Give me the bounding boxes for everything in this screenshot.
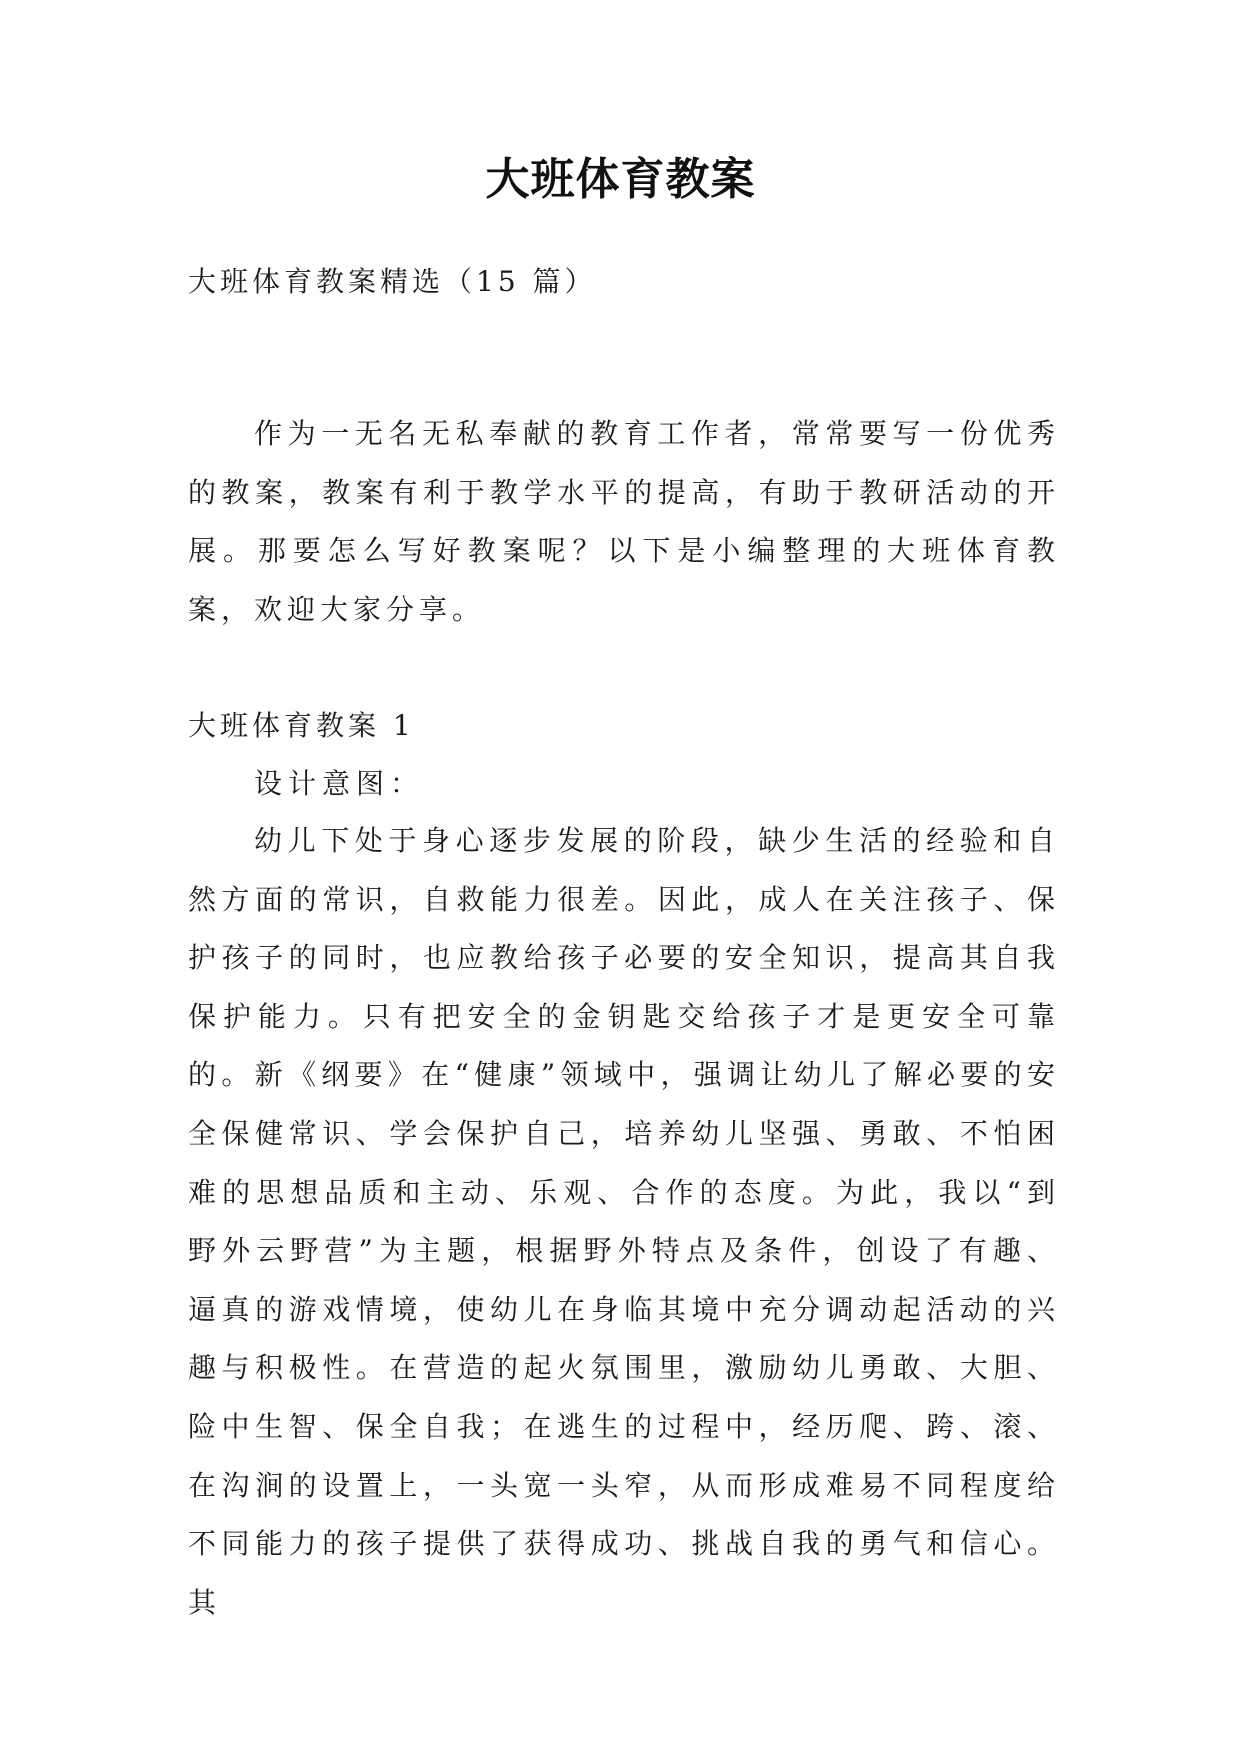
document-title: 大班体育教案 (485, 154, 756, 205)
intro-paragraph: 作为一无名无私奉献的教育工作者，常常要写一份优秀的教案，教案有利于教学水平的提高，有助于教研活动的开展。那要怎么写好教案呢？以下是小编整理的大班体育教案，欢迎大家分享。 (188, 417, 1060, 626)
document-subtitle: 大班体育教案精选（15 篇） (188, 265, 597, 298)
design-intent-label: 设计意图： (254, 767, 425, 800)
section-heading: 大班体育教案 1 (188, 709, 415, 742)
body-paragraph: 幼儿下处于身心逐步发展的阶段，缺少生活的经验和自然方面的常识，自救能力很差。因此，成人在关注孩子、保护孩子的同时，也应教给孩子必要的安全知识，提高其自我保护能力。只有把安全的金钥匙交给孩子才是更安全可靠的。新《纲要》在“健康”领域中，强调让幼儿了解必要的安全保健常识、学会保护自己，培养幼儿坚强、勇敢、不怕困难的思想品质和主动、乐观、合作的态度。为此，我以“到野外云野营”为主题，根据野外特点及条件，创设了有趣、逼真的游戏情境，使幼儿在身临其境中充分调动起活动的兴趣与积极性。在营造的起火氛围里，激励幼儿勇敢、大胆、险中生智、保全自我；在逃生的过程中，经历爬、跨、滚、在沟涧的设置上，一头宽一头窄，从而形成难易不同程度给不同能力的孩子提供了获得成功、挑战自我的勇气和信心。其 (188, 824, 1060, 1619)
